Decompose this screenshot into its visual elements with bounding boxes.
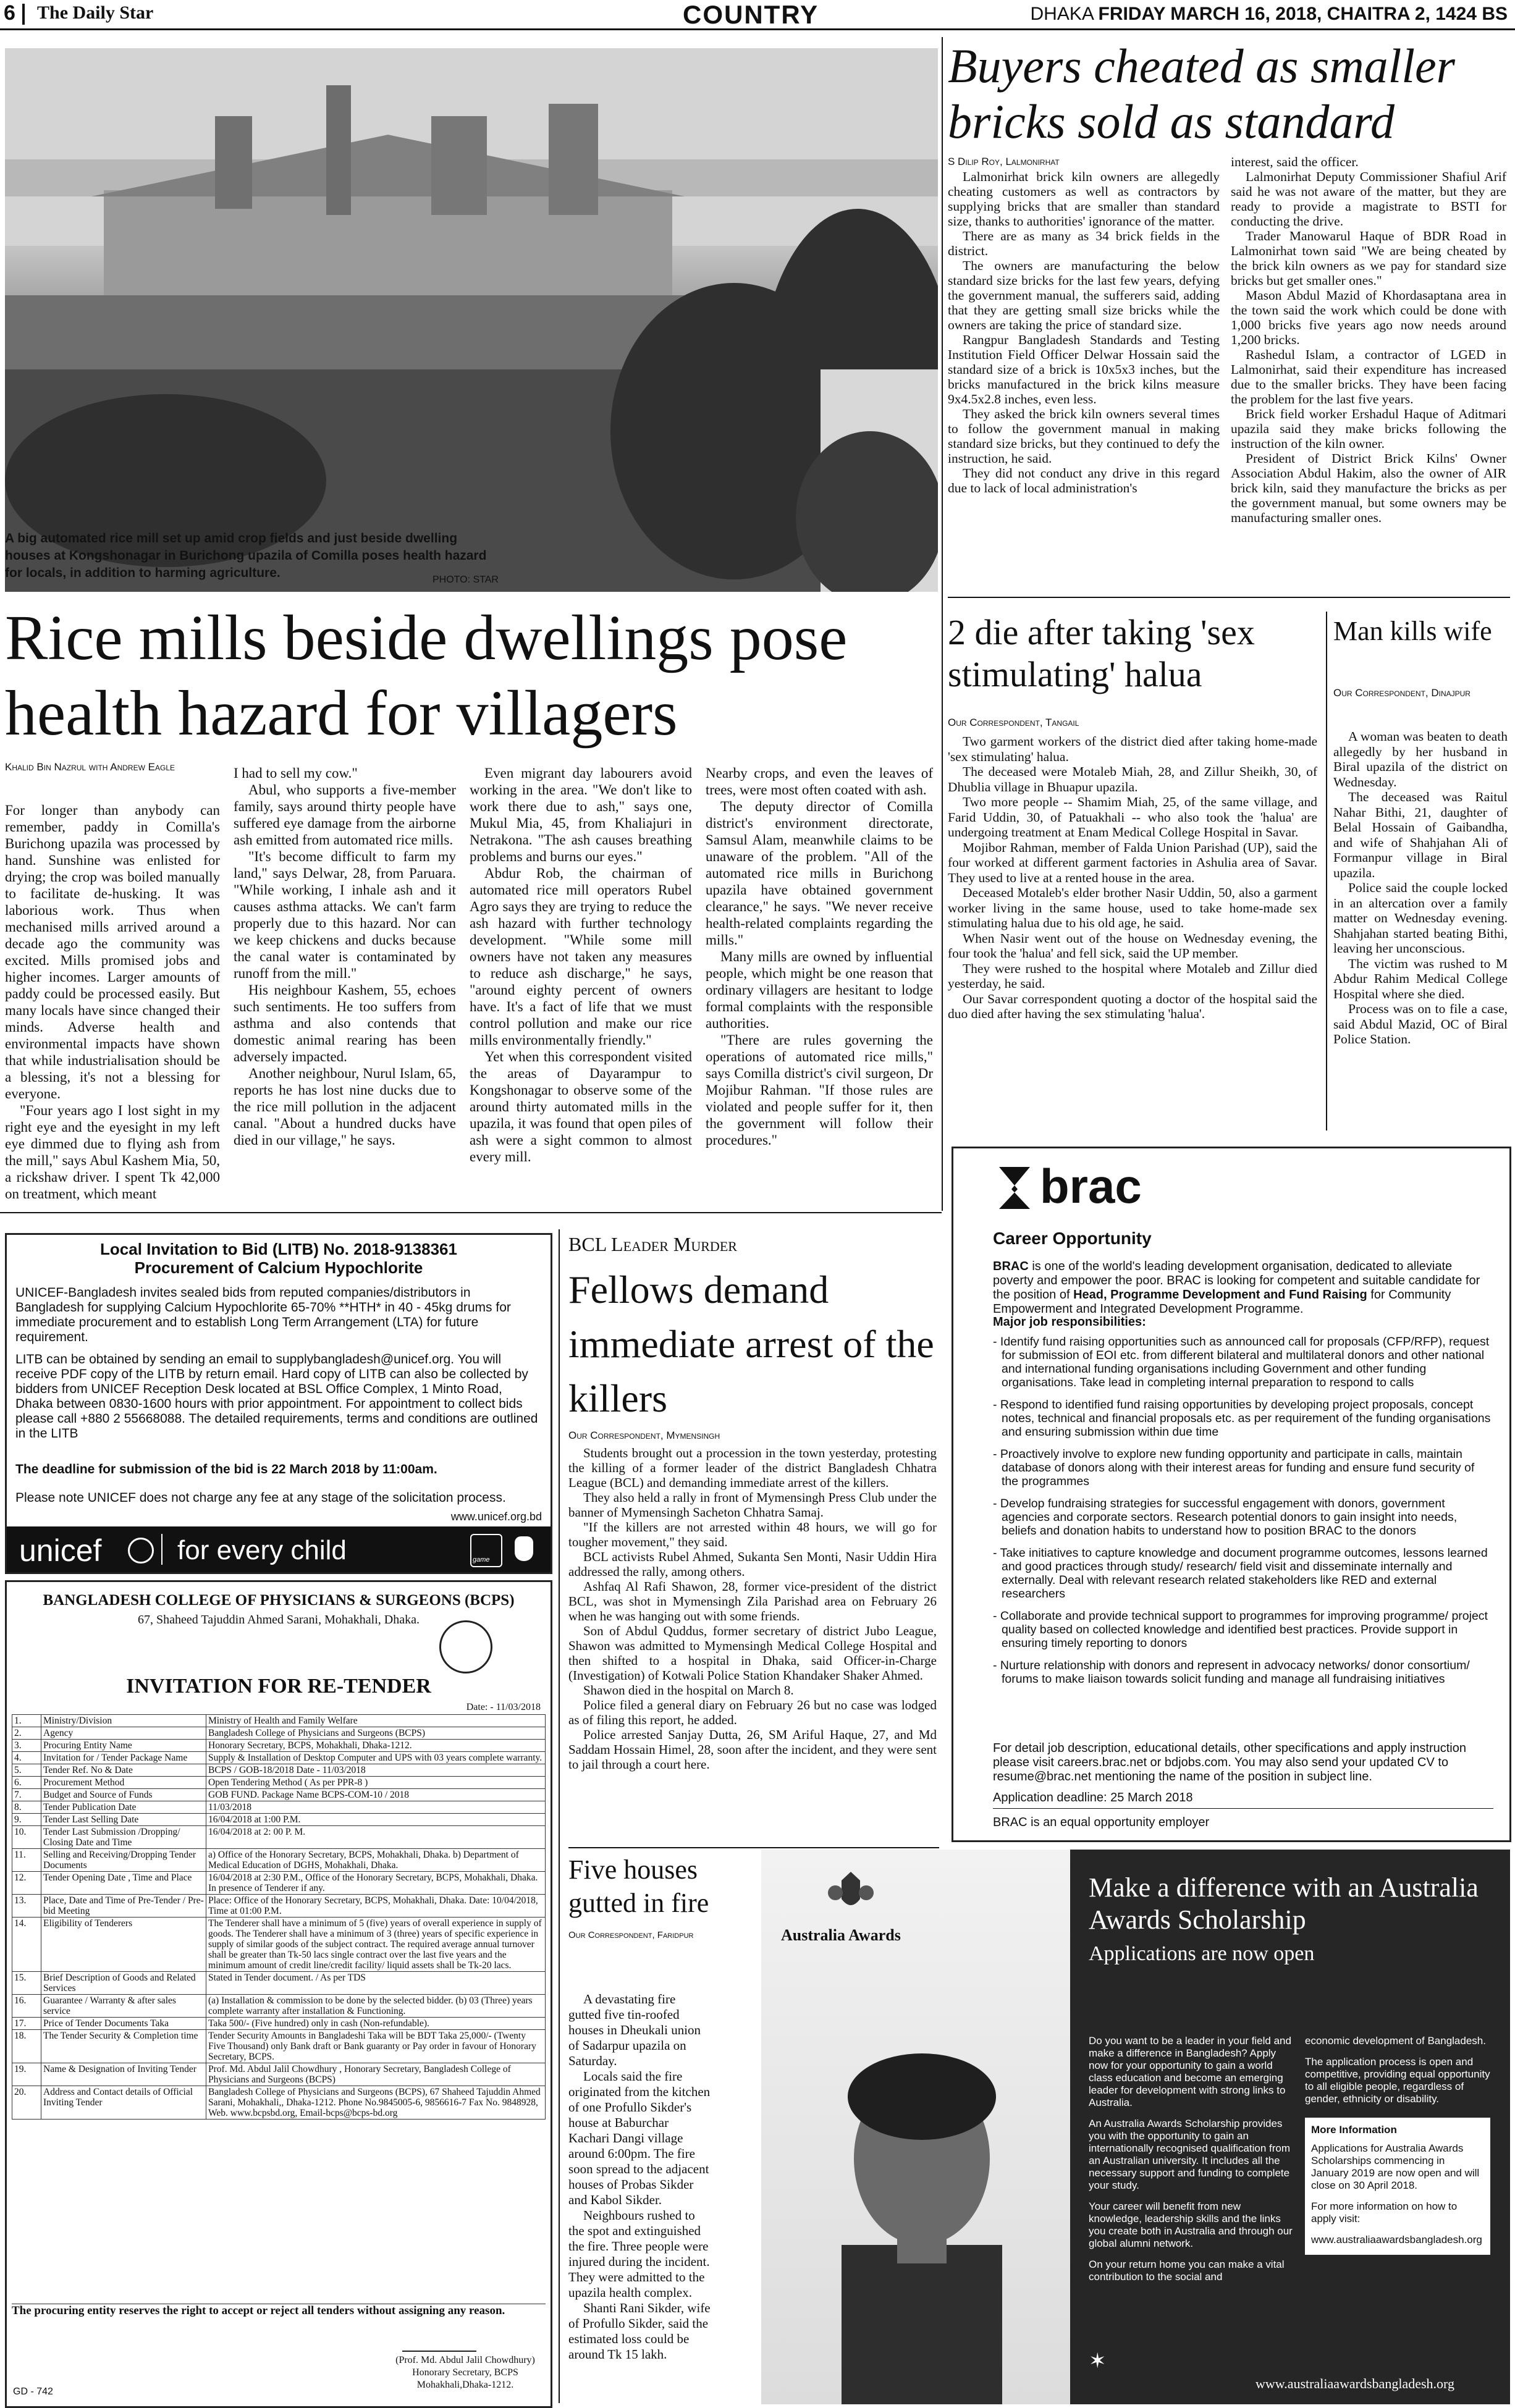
australia-awards-paragraph: The application process is open and competitive, providing equal opportunity to all eligible people, regardless of gender, ethnicity or disability.: [1305, 2056, 1490, 2105]
unicef-banner-divider: [161, 1534, 162, 1565]
rice-paragraph: Even migrant day labourers avoid working in the area. "We don't like to work there due to ash," says one, Mukul Mia, 45, from Khaliajuri in Netrakona. "The ash causes breathing problems and burns our eyes.": [470, 765, 692, 864]
australia-awards-info-box: [1305, 2118, 1490, 2255]
fire-paragraph: A devastating fire gutted five tin-roofed houses in Dheukali union of Sadarpur upazila on Saturday.: [568, 1992, 701, 2068]
brac-intro-bold: BRAC: [993, 1260, 1029, 1273]
bricks-paragraph: Rashedul Islam, a contractor of LGED in Lalmonirhat, said their expenditure has increased due to the smaller bricks. They have been facing the problem for the last five years.: [1231, 347, 1506, 406]
brac-deadline: Application deadline: 25 March 2018: [993, 1791, 1193, 1804]
brac-intro-text: is one of the world's leading development organisation, dedicated to alleviate poverty and empower the poor. BRAC is looking for competent and suitable candidate for the position of: [993, 1260, 1480, 1302]
header-date: FRIDAY MARCH 16, 2018, CHAITRA 2, 1424 BS: [1098, 4, 1508, 24]
bricks-paragraph: They did not conduct any drive in this regard due to lack of local administration's: [948, 466, 1220, 495]
brac-responsibility-list: [993, 1335, 1493, 1694]
bcps-row-label: Agency: [41, 1727, 206, 1740]
australia-awards-brand: Australia Awards: [781, 1926, 901, 1944]
bcps-row-number: 20.: [12, 2086, 41, 2120]
bcps-row-value: GOB FUND. Package Name BCPS-COM-10 / 2018: [206, 1789, 546, 1801]
bcps-row-number: 16.: [12, 1995, 41, 2018]
bcl-headline: Fellows demand immediate arrest of the killers: [568, 1268, 934, 1420]
bcps-row-number: 1.: [12, 1715, 41, 1727]
bcps-row-number: 5.: [12, 1764, 41, 1777]
bcps-row-label: Ministry/Division: [41, 1715, 206, 1727]
wife-paragraph: Police said the couple locked in an altercation over a family matter on Wednesday evening. Shahjahan started beating Bithi, leaving her unconscious.: [1333, 880, 1508, 956]
bcps-row-label: Guarantee / Warranty & after sales service: [41, 1995, 206, 2018]
bricks-paragraph: Trader Manowarul Haque of BDR Road in Lalmonirhat town said "We are being cheated by the brick kiln owners as we pay for standard size bricks but get smaller ones.": [1231, 229, 1506, 288]
apple-logo-icon: [515, 1536, 533, 1561]
bcps-table-row: [12, 1777, 546, 1789]
rice-paragraph: Many mills are owned by influential people, which might be one reason that ordinary villagers are hesitant to lodge formal complaints with the responsible authorities.: [706, 949, 933, 1031]
rice-paragraph: For longer than anybody can remember, paddy in Comilla's Burichong upazila was processed by hand. Sunshine was enlisted for drying; the crop was boiled manually to facilitate de-husking. It was laborious work. Thus when mechanised mills arrived around a decade ago the community was excited. Mills promised jobs and higher incomes. Larger amounts of paddy could be processed easily. But many locals have since changed their minds. Adverse health and environmental impacts have shown that while industrialisation should be a blessing, it's not a blessing for everyone.: [5, 802, 220, 1101]
unicef-logo-text: unicef: [19, 1533, 102, 1568]
bcps-row-value: Place: Office of the Honorary Secretary, BCPS, Mohakhali, Dhaka. Date: 10/04/2018, Time at 01:00 P.M.: [206, 1895, 546, 1918]
wife-paragraph: The victim was rushed to M Abdur Rahim Medical College Hospital where she died.: [1333, 956, 1508, 1001]
bcps-signature: [402, 2323, 476, 2352]
bcps-table-row: [12, 1764, 546, 1777]
bricks-paragraph: President of District Brick Kilns' Owner Association Abdul Hakim, also the owner of AIR brick kiln, said they manufacture the bricks as per the government manual, but some owners may be manufacturing smaller ones.: [1231, 451, 1506, 525]
bcps-table-row: [12, 2018, 546, 2030]
rice-column-4: [706, 765, 933, 1203]
bcps-row-number: 11.: [12, 1849, 41, 1872]
bcps-row-label: Tender Last Submission /Dropping/ Closing Date and Time: [41, 1826, 206, 1849]
brac-responsibility-item: [993, 1659, 1493, 1686]
bullet-dash-icon: -: [993, 1398, 1000, 1412]
australia-awards-site-link[interactable]: www.australiaawardsbangladesh.org: [1311, 2234, 1482, 2246]
brac-responsibility-text: Develop fundraising strategies for successful engagement with donors, government agencies and corporate sectors. Research potential donors to gain insight into needs, beliefs and donation habits to understand how to position BRAC to the donors: [1000, 1497, 1458, 1538]
unicef-deadline: The deadline for submission of the bid is 22 March 2018 by 11:00am.: [15, 1462, 437, 1476]
fire-paragraph: Locals said the fire originated from the kitchen of one Profullo Sikder's house at Baburchar Kachari Dangi village around 6:00pm. The fire soon spread to the adjacent houses of Probas Sikder and Kabol Sikder.: [568, 2069, 711, 2207]
bcps-row-label: Procurement Method: [41, 1777, 206, 1789]
bcps-tender-table: [12, 1714, 546, 2120]
unicef-banner: [7, 1526, 551, 1572]
bullet-dash-icon: -: [993, 1335, 1000, 1349]
bcps-gd-number: GD - 742: [13, 2386, 53, 2397]
unicef-note: Please note UNICEF does not charge any fee at any stage of the solicitation process.: [15, 1491, 506, 1505]
brac-responsibility-item: [993, 1447, 1493, 1488]
bcps-org: BANGLADESH COLLEGE OF PHYSICIANS & SURGEONS (BCPS): [43, 1592, 515, 1609]
bcl-byline: Our Correspondent, Mymensingh: [568, 1429, 720, 1441]
bcps-row-label: The Tender Security & Completion time: [41, 2030, 206, 2063]
halua-paragraph: Two more people -- Shamim Miah, 25, of the same village, and Farid Uddin, 30, of Patuakhali -- who also took the 'halua' are undergoing treatment at Enam Medical College Hospital in Savar.: [948, 794, 1317, 840]
brac-position: Head, Programme Development and Fund Raising: [1073, 1288, 1367, 1302]
bcps-table-row: [12, 2030, 546, 2063]
brac-responsibility-item: [993, 1335, 1493, 1389]
page-number: 6: [4, 1, 15, 25]
bcps-signer-block: [385, 2354, 546, 2391]
brac-logo-text: brac: [1040, 1159, 1142, 1213]
rice-paragraph: Abul, who supports a five-member family, says around thirty people have suffered eye damage from the airborne ash emitted from automated rice mills.: [234, 782, 456, 848]
brac-detail: For detail job description, educational details, other specifications and apply instruction please visit careers.brac.net or bdjobs.com. You may also send your updated CV to resume@brac.net mentioning the name of the position in subject line.: [993, 1741, 1466, 1783]
halua-headline: 2 die after taking 'sex stimulating' halua: [948, 612, 1255, 694]
brac-responsibility-text: Proactively involve to explore new funding opportunity and participate in calls, maintain database of donors along with their interest areas for funding and ensure fund security of the programmes: [1000, 1447, 1475, 1488]
bcps-row-number: 17.: [12, 2018, 41, 2030]
column-divider: [942, 37, 943, 1211]
bcps-row-label: Tender Last Selling Date: [41, 1814, 206, 1826]
unicef-url[interactable]: www.unicef.org.bd: [450, 1510, 542, 1523]
rice-mill-photo: [5, 48, 938, 592]
australia-awards-info-text: Applications for Australia Awards Scholarships commencing in January 2019 are now open and will close on 30 April 2018.: [1311, 2142, 1480, 2191]
unicef-title: Local Invitation to Bid (LITB) No. 2018-9138361: [100, 1240, 457, 1258]
rice-paragraph: Another neighbour, Nurul Islam, 65, reports he has lost nine ducks due to the rice mill pollution in the adjacent canal. "About a hundred ducks have died in our village," he says.: [234, 1066, 456, 1148]
halua-paragraph: When Nasir went out of the house on Wednesday evening, the four took the 'halua' and fell sick, said the UP member.: [948, 930, 1317, 961]
australia-awards-paragraph: On your return home you can make a vital contribution to the social and: [1089, 2259, 1285, 2283]
header-city: DHAKA: [1030, 4, 1094, 24]
australia-star-icon: ✶: [1089, 2350, 1107, 2373]
bricks-paragraph: Mason Abdul Mazid of Khordasaptana area in the town said the work which could be done with 1,000 bricks five years ago now needs around 1,200 bricks.: [1231, 288, 1506, 347]
bcps-row-value: Prof. Md. Abdul Jalil Chowdhury , Honorary Secretary, Bangladesh College of Physicians and Surgeons (BCPS): [206, 2063, 546, 2086]
bcl-paragraph: Police arrested Sanjay Dutta, 26, SM Ariful Haque, 27, and Md Saddam Hossain Himel, 28, soon after the incident, and they were sent to jail through a court here.: [568, 1727, 937, 1772]
wife-paragraph: A woman was beaten to death allegedly by her husband in Biral upazila of the district on Wednesday.: [1333, 729, 1508, 789]
brac-ad: [952, 1147, 1511, 1842]
bricks-paragraph: Lalmonirhat brick kiln owners are allegedly cheating customers as well as contractors by supplying bricks that are smaller than standard size, thanks to authorities' ignorance of the matter.: [948, 169, 1220, 229]
bcps-row-number: 13.: [12, 1895, 41, 1918]
bcps-row-label: Invitation for / Tender Package Name: [41, 1752, 206, 1764]
unicef-ad: [5, 1233, 552, 1574]
bcl-paragraph: Shawon died in the hospital on March 8.: [583, 1683, 794, 1698]
bullet-dash-icon: -: [993, 1447, 1000, 1461]
brac-responsibility-text: Take initiatives to capture knowledge and document programme outcomes, lessons learned and good practices through study/ research/ field visit and disseminate internally and externally. Deal with relevant research related stakeholders like RED and external researchers: [1000, 1546, 1488, 1601]
halua-paragraph: The deceased were Motaleb Miah, 28, and Zillur Sheikh, 30, of Dhublia village in Bhuapur upazila.: [948, 764, 1317, 794]
bcps-signer-title: Honorary Secretary, BCPS: [412, 2367, 518, 2378]
brac-responsibility-item: [993, 1398, 1493, 1439]
australia-awards-visit-text: For more information on how to apply visit:: [1311, 2200, 1458, 2225]
bcl-paragraph: Police filed a general diary on February 26 but no case was lodged as of filing this report, he added.: [568, 1698, 937, 1727]
bcps-row-value: 16/04/2018 at 2: 00 P. M.: [206, 1826, 546, 1849]
bcps-table-row: [12, 1814, 546, 1826]
header-dateline: [1030, 4, 1508, 25]
rice-paragraph: His neighbour Kashem, 55, echoes such sentiments. He too suffers from asthma and also contends that domestic animal rearing has been adversely impacted.: [234, 982, 456, 1064]
rice-headline: Rice mills beside dwellings pose health hazard for villagers: [5, 602, 848, 749]
bcps-row-label: Name & Designation of Inviting Tender: [41, 2063, 206, 2086]
australia-awards-text-panel: [1070, 1850, 1510, 2404]
bcps-table-row: [12, 1918, 546, 1972]
brac-responsibility-text: Collaborate and provide technical support to programmes for improving programme/ project quality based on collected knowledge and identified best practices. Provide support in ensuring timely reporting to donors: [1000, 1609, 1488, 1650]
unicef-paragraph-2: LITB can be obtained by sending an email to supplybangladesh@unicef.org. You will receive PDF copy of the LITB by return email. Hard copy of LITB can also be collected by bidders from UNICEF Reception Desk located at BSL Office Complex, 1 Minto Road, Dhaka between 0830-1600 hours with prior appointment. For appointment to collect bids please call +880 2 55668088. The detailed requirements, terms and conditions are outlined in the LITB: [15, 1352, 538, 1441]
bcps-row-value: Open Tendering Method ( As per PPR-8 ): [206, 1777, 546, 1789]
bcps-row-value: Bangladesh College of Physicians and Surgeons (BCPS): [206, 1727, 546, 1740]
bcps-row-label: Brief Description of Goods and Related Services: [41, 1972, 206, 1995]
bcps-row-label: Price of Tender Documents Taka: [41, 2018, 206, 2030]
australia-coat-of-arms-icon: [823, 1868, 879, 1918]
brac-responsibility-item: [993, 1546, 1493, 1601]
wife-byline: Our Correspondent, Dinajpur: [1333, 687, 1471, 699]
bcps-row-number: 18.: [12, 2030, 41, 2063]
bcps-table-row: [12, 1972, 546, 1995]
bricks-byline: S Dilip Roy, Lalmonirhat: [948, 156, 1060, 167]
bcps-signer: (Prof. Md. Abdul Jalil Chowdhury): [395, 2355, 535, 2365]
halua-paragraph: Deceased Motaleb's elder brother Nasir Uddin, 50, also a garment worker living in the same house, used to take home-made sex stimulating halua due to his old age, he said.: [948, 885, 1317, 930]
rice-paragraph: I had to sell my cow.": [234, 765, 358, 781]
bcps-row-label: Procuring Entity Name: [41, 1740, 206, 1752]
bcps-table-row: [12, 1715, 546, 1727]
fire-body: [568, 1992, 711, 2404]
bcps-row-value: 16/04/2018 at 1:00 P.M.: [206, 1814, 546, 1826]
bcps-row-value: Bangladesh College of Physicians and Surgeons (BCPS), 67 Shaheed Tajuddin Ahmed Sarani, Mohakhali,, Dhaka-1212. Phone No.9845005-6, 9856616-7 Fax No. 9848928, Web. www.bcpsbd.org, Email-bcps@bcps-bd.org: [206, 2086, 546, 2120]
brac-responsibilities-heading: Major job responsibilities:: [993, 1315, 1146, 1329]
bcps-table-row: [12, 2063, 546, 2086]
bcps-seal-icon: [439, 1620, 492, 1673]
bricks-column-1: [948, 169, 1220, 592]
game-logo-text: game: [473, 1556, 490, 1564]
bcps-table-row: [12, 1872, 546, 1895]
unicef-globe-icon: [128, 1538, 154, 1564]
bcps-row-label: Selling and Receiving/Dropping Tender Documents: [41, 1849, 206, 1872]
rice-paragraph: Nearby crops, and even the leaves of trees, were most often coated with ash.: [706, 765, 933, 798]
halua-paragraph: Mojibor Rahman, member of Falda Union Parishad (UP), said the four worked at different garment factories in Ashulia area of Savar. They used to live at a rented house in the area.: [948, 840, 1317, 885]
rice-paragraph: "There are rules governing the operations of automated rice mills," says Comilla district's civil surgeon, Dr Mojibur Rahman. "If those rules are violated and people suffer for it, then the government will follow their procedures.": [706, 1032, 933, 1148]
bcps-row-value: (a) Installation & commission to be done by the selected bidder. (b) 03 (Three) years complete warranty after installation & Functioning.: [206, 1995, 546, 2018]
bcps-ad: [5, 1580, 552, 2408]
bcps-signer-place: Mohakhali,Dhaka-1212.: [416, 2380, 514, 2390]
bcps-row-value: BCPS / GOB-18/2018 Date - 11/03/2018: [206, 1764, 546, 1777]
bcl-kicker: BCL Leader Murder: [568, 1233, 737, 1255]
bcps-row-number: 12.: [12, 1872, 41, 1895]
bullet-dash-icon: -: [993, 1546, 1000, 1560]
bcps-row-label: Budget and Source of Funds: [41, 1789, 206, 1801]
bcps-title: INVITATION FOR RE-TENDER: [126, 1675, 431, 1698]
header-divider: [22, 4, 25, 25]
bcps-row-number: 6.: [12, 1777, 41, 1789]
bcps-table-row: [12, 1826, 546, 1849]
bullet-dash-icon: -: [993, 1659, 1000, 1672]
bcps-table-row: [12, 2086, 546, 2120]
bcps-row-label: Eligibility of Tenderers: [41, 1918, 206, 1972]
brac-divider: [993, 1808, 1493, 1809]
rice-paragraph: "It's become difficult to farm my land," says Delwar, 28, from Paruara. "While working, I inhale ash and it causes asthma attacks. We can't farm properly due to this hazard. Nor can we keep chickens and ducks because the canal water is contaminated by runoff from the mill.": [234, 849, 456, 981]
brac-logo-icon: [993, 1164, 1036, 1211]
bcl-paragraph: BCL activists Rubel Ahmed, Sukanta Sen Monti, Nasir Uddin Hira addressed the rally, among others.: [568, 1549, 937, 1579]
bcps-row-value: Taka 500/- (Five hundred) only in cash (Non-refundable).: [206, 2018, 546, 2030]
rice-paragraph: Yet when this correspondent visited the areas of Dayarampur to Kongshonagar to observe some of the around thirty automated mills in the upazila, it was found that open piles of ash were a sight common to almost every mill.: [470, 1049, 692, 1164]
column-divider: [1326, 612, 1327, 1130]
bcps-table-row: [12, 1789, 546, 1801]
bcps-row-value: a) Office of the Honorary Secretary, BCPS, Mohakhali, Dhaka. b) Department of Medical Education of DGHS, Mohakhali, Dhaka.: [206, 1849, 546, 1872]
bcps-table-row: [12, 1995, 546, 2018]
bricks-paragraph: Rangpur Bangladesh Standards and Testing Institution Field Officer Delwar Hossain said the standard size of a brick is 10x5x3 inches, but the bricks manufactured in the brick kilns measure 9x4.5x2.8 inches, even less.: [948, 332, 1220, 406]
section-divider: [0, 1212, 942, 1213]
bcps-row-label: Tender Opening Date , Time and Place: [41, 1872, 206, 1895]
section-title: COUNTRY: [683, 0, 819, 29]
bullet-dash-icon: -: [993, 1497, 1000, 1510]
australia-awards-paragraph: economic development of Bangladesh.: [1305, 2035, 1486, 2047]
bcps-date: Date: - 11/03/2018: [466, 1702, 541, 1712]
bcps-row-label: Tender Ref. No & Date: [41, 1764, 206, 1777]
rice-mill-photo-illustration: [5, 48, 938, 592]
bcps-row-number: 3.: [12, 1740, 41, 1752]
photo-credit: PHOTO: STAR: [433, 575, 499, 585]
section-divider: [568, 1847, 939, 1848]
bricks-paragraph: Lalmonirhat Deputy Commissioner Shafiul Arif said he was not aware of the matter, but they are ready to provide a magistrate to BSTI for conducting the drive.: [1231, 169, 1506, 229]
fire-paragraph: Shanti Rani Sikder, wife of Profullo Sikder, said the estimated loss could be around Tk 15 lakh.: [568, 2301, 711, 2362]
bricks-paragraph: They asked the brick kiln owners several times to follow the government manual in making standard size bricks, but they continued to defy the instruction, he said.: [948, 406, 1220, 466]
bcps-row-number: 8.: [12, 1801, 41, 1814]
bcps-row-label: Address and Contact details of Official Inviting Tender: [41, 2086, 206, 2120]
australia-awards-footer-url[interactable]: www.australiaawardsbangladesh.org: [1255, 2376, 1454, 2391]
fire-byline: Our Correspondent, Faridpur: [568, 1930, 694, 1940]
rice-paragraph: "Four years ago I lost sight in my right eye and the eyesight in my left eye dimmed due to flying ash from the mill," says Abul Kashem Mia, 50, a rickshaw driver. I spent Tk 42,000 on treatment, which meant: [5, 1103, 220, 1202]
bcps-row-label: Tender Publication Date: [41, 1801, 206, 1814]
rice-paragraph: Abdur Rob, the chairman of automated rice mill operators Rubel Agro says they are trying to reduce the ash hazard with further technology development. "While some mill owners have not taken any measures to reduce ash discharge," he says, "around eighty percent of owners have. It's a fact of life that we must control pollution and make our rice mills environmentally friendly.": [470, 865, 692, 1048]
fire-paragraph: Neighbours rushed to the spot and extinguished the fire. Three people were injured during the incident. They were admitted to the upazila health complex.: [568, 2208, 710, 2300]
bcps-row-number: 19.: [12, 2063, 41, 2086]
brac-responsibility-text: Respond to identified fund raising opportunities by developing project proposals, concept notes, technical and financial proposals etc. as per requirement of the funding organisations and ensuring submission within due time: [1000, 1398, 1491, 1439]
halua-body: [948, 734, 1317, 1129]
masthead-paper-name: The Daily Star: [37, 2, 154, 23]
wife-body: [1333, 729, 1508, 1137]
wife-headline: Man kills wife: [1333, 616, 1492, 646]
bcps-tender-table-body: [12, 1715, 546, 2120]
australia-awards-ad: [761, 1850, 1510, 2404]
unicef-subtitle: Procurement of Calcium Hypochlorite: [134, 1258, 423, 1277]
bcps-row-value: Tender Security Amounts in Bangladeshi Taka will be BDT Taka 25,000/- (Twenty Five Thousand) only Bank draft or Bank guaranty or Pay order in favour of Honorary Secretary, BCPS.: [206, 2030, 546, 2063]
bcps-row-number: 2.: [12, 1727, 41, 1740]
bcps-row-number: 14.: [12, 1918, 41, 1972]
australia-awards-headline: Make a difference with an Australia Awards Scholarship: [1089, 1872, 1479, 1935]
photo-caption: A big automated rice mill set up amid crop fields and just beside dwelling houses at Kongshonagar in Burichong upazila of Comilla poses health hazard for locals, in addition to harming agriculture.: [5, 531, 487, 580]
brac-intro: [993, 1260, 1493, 1316]
bcl-body: [568, 1446, 937, 1835]
bcl-paragraph: Ashfaq Al Rafi Shawon, 28, former vice-president of the district BCL, was shot in Mymensingh Zila Parishad area on February 26 when he was hanging out with some friends.: [568, 1579, 937, 1623]
brac-heading: Career Opportunity: [993, 1229, 1152, 1248]
brac-responsibility-item: [993, 1609, 1493, 1650]
bcps-table-row: [12, 1752, 546, 1764]
bcps-row-label: Place, Date and Time of Pre-Tender / Pre- bid Meeting: [41, 1895, 206, 1918]
rice-column-2: [234, 765, 456, 1203]
bcps-table-row: [12, 1727, 546, 1740]
unicef-paragraph-1: UNICEF-Bangladesh invites sealed bids from reputed companies/distributors in Bangladesh for supplying Calcium Hypochlorite 65-70% **HTH* in 40 - 45kg drums for immediate procurement and to establish Long Term Arrangement (LTA) for future requirement.: [15, 1286, 511, 1344]
bcps-row-number: 7.: [12, 1789, 41, 1801]
wife-paragraph: Process was on to file a case, said Abdul Mazid, OC of Biral Police Station.: [1333, 1001, 1508, 1046]
australia-awards-subheadline: Applications are now open: [1089, 1942, 1315, 1965]
brac-responsibility-text: Nurture relationship with donors and represent in advocacy networks/ donor consortium/ forums to make liaison towards solicit funding and manage all fundraising initiatives: [1000, 1659, 1470, 1686]
australia-awards-info-heading: More Information: [1311, 2124, 1397, 2136]
bullet-dash-icon: -: [993, 1609, 1000, 1623]
bcps-row-value: 16/04/2018 at 2:30 P.M., Office of the Honorary Secretary, BCPS, Mohakhali, Dhaka. In presence of Tenderer if any.: [206, 1872, 546, 1895]
brac-equal-opportunity: BRAC is an equal opportunity employer: [993, 1816, 1210, 1829]
bricks-paragraph: The owners are manufacturing the below standard size bricks for the last few years, defying the government manual, the sufferers said, adding that they are getting small size bricks while the owners are taking the price of standard size.: [948, 258, 1220, 332]
bcps-row-value: The Tenderer shall have a minimum of 5 (five) years of overall experience in supply of goods. The Tenderer shall have a minimum of 3 (three) years of specific experience in supply of similar goods of the subject contract. The required average annual turnover shall be greater than Tk-50 lacs single contract over the last five years and the minimum amount of credit line/credit facility/ liquid assets shall be Tk-20 lacs.: [206, 1918, 546, 1972]
column-divider: [559, 1229, 560, 2403]
halua-paragraph: Two garment workers of the district died after taking home-made 'sex stimulating' halua.: [948, 734, 1317, 764]
bcps-row-number: 15.: [12, 1972, 41, 1995]
bcl-paragraph: Son of Abdul Quddus, former secretary of district Jubo League, Shawon was admitted to Mymensingh Medical College Hospital and then shifted to a hospital in Dhaka, said Officer-in-Charge (Investigation) of Kotwali Police Station Khandaker Shaker Ahmed.: [568, 1623, 937, 1683]
bcps-row-number: 4.: [12, 1752, 41, 1764]
bricks-paragraph: Brick field worker Ershadul Haque of Aditmari upazila said they make bricks following the instruction of the kiln owner.: [1231, 406, 1506, 451]
bcl-paragraph: "If the killers are not arrested within 48 hours, we will go for tougher movement," they said.: [568, 1520, 937, 1549]
bcps-table-row: [12, 1801, 546, 1814]
halua-paragraph: Our Savar correspondent quoting a doctor of the hospital said the duo died after having the sex stimulating 'halua'.: [948, 991, 1317, 1021]
rice-column-3: [470, 765, 692, 1203]
australia-awards-paragraph: Your career will benefit from new knowledge, leadership skills and the links you create both in Australia and through our global alumni network.: [1089, 2200, 1293, 2249]
bricks-paragraph: There are as many as 34 brick fields in the district.: [948, 229, 1220, 258]
bcps-row-value: Ministry of Health and Family Welfare: [206, 1715, 546, 1727]
australia-awards-paragraph: Do you want to be a leader in your field and make a difference in Bangladesh? Apply now for your opportunity to gain a world class education and become an emerging leader for development with strong links to Australia.: [1089, 2035, 1291, 2108]
bcps-table-row: [12, 1849, 546, 1872]
halua-paragraph: They were rushed to the hospital where Motaleb and Zillur died yesterday, he said.: [948, 961, 1317, 991]
bcps-row-value: Honorary Secretary, BCPS, Mohakhali, Dhaka-1212.: [206, 1740, 546, 1752]
bricks-column-2: [1231, 154, 1506, 592]
brac-responsibility-text: Identify fund raising opportunities such as announced call for proposals (CFP/RFP), request for submission of EOI etc. from different bilateral and multilateral donors and other national and international funding organisations including Government and other funding organisations. Take lead in completing internal preparation to respond to calls: [1000, 1335, 1490, 1389]
bcps-row-number: 9.: [12, 1814, 41, 1826]
bcps-row-value: Supply & Installation of Desktop Computer and UPS with 03 years complete warranty.: [206, 1752, 546, 1764]
bcps-table-row: [12, 1740, 546, 1752]
brac-responsibility-item: [993, 1497, 1493, 1538]
bcps-row-value: 11/03/2018: [206, 1801, 546, 1814]
wife-paragraph: The deceased was Raitul Nahar Bithi, 21, daughter of Belal Hossain of Gaibandha, and wife of Shahjahan Ali of Formanpur village in Biral upazila.: [1333, 789, 1508, 880]
bricks-paragraph: interest, said the officer.: [1231, 154, 1359, 169]
bcl-paragraph: Students brought out a procession in the town yesterday, protesting the killing of a former leader of the district Bangladesh Chhatra League (BCL) and demanding immediate arrest of the killers.: [568, 1446, 937, 1490]
rice-byline: Khalid Bin Nazrul with Andrew Eagle: [5, 761, 175, 773]
halua-byline: Our Correspondent, Tangail: [948, 717, 1079, 728]
section-divider: [948, 597, 1510, 598]
bcl-paragraph: They also held a rally in front of Mymensingh Press Club under the banner of Mymensingh Sacheton Chhatra Samaj.: [568, 1490, 937, 1520]
rice-paragraph: The deputy director of Comilla district's environment directorate, Samsul Alam, meanwhile claims to be unaware of the problem. "All of the automated rice mills in Burichong upazila have obtained government clearance," he says. "We never receive health-related complaints regarding the mills.": [706, 799, 933, 948]
australia-awards-left-column: [1089, 2035, 1293, 2283]
rice-column-1: [5, 802, 220, 1203]
bcps-address: 67, Shaheed Tajuddin Ahmed Sarani, Mohakhali, Dhaka.: [138, 1613, 420, 1627]
bcps-row-number: 10.: [12, 1826, 41, 1849]
australia-awards-paragraph: An Australia Awards Scholarship provides you with the opportunity to gain an internationally recognised qualification from an Australian university. It includes all the necessary support and funding to complete your study.: [1089, 2118, 1291, 2191]
brac-intro-end: for Community Empowerment and Integrated Development Programme.: [993, 1288, 1451, 1316]
bcps-footer: The procuring entity reserves the right to accept or reject all tenders without assigning any reason.: [12, 2304, 546, 2318]
fire-headline: Five houses gutted in fire: [568, 1854, 709, 1918]
bcps-table-row: [12, 1895, 546, 1918]
unicef-tagline: for every child: [177, 1535, 347, 1565]
australia-awards-right-column: [1305, 2035, 1490, 2255]
bricks-headline: Buyers cheated as smaller bricks sold as standard: [948, 39, 1455, 148]
bcps-row-value: Stated in Tender document. / As per TDS: [206, 1972, 546, 1995]
